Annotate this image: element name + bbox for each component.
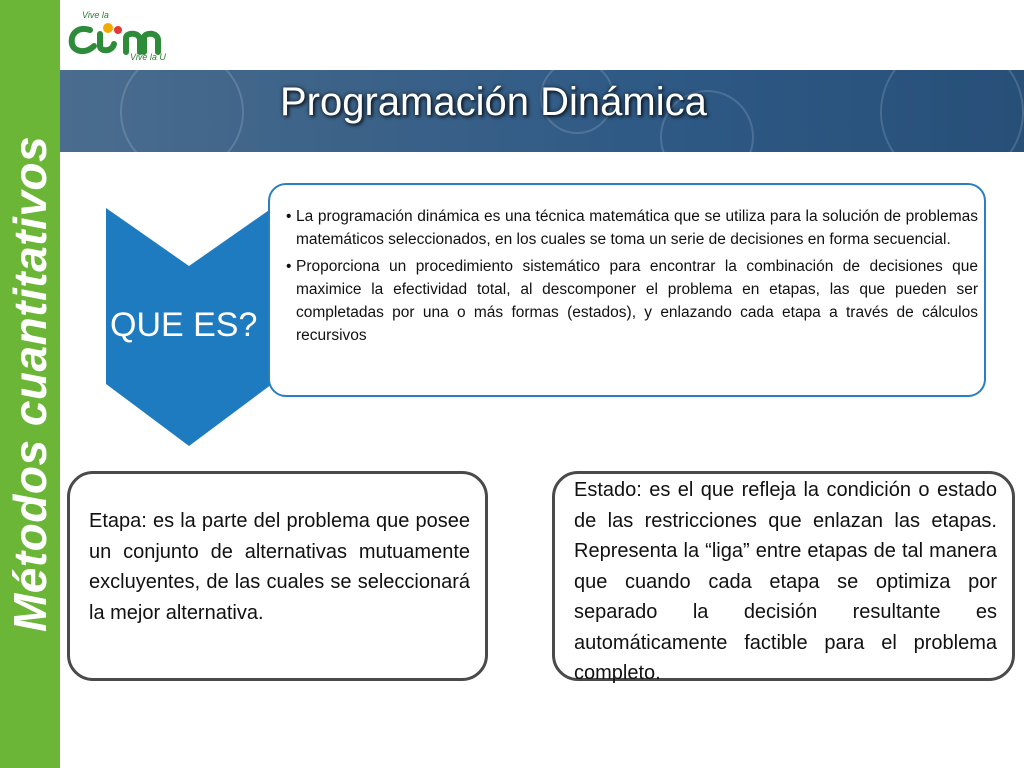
side-title: Métodos cuantitativos <box>4 135 56 633</box>
etapa-box <box>67 471 488 681</box>
definition-item <box>286 255 978 347</box>
estado-text: Estado: es el que refleja la condición o estado de las restricciones que enlazan las etapas. Representa la “liga” entre etapas de tal manera que cuando cada etapa se optimiza por separado la decisión resultante es automáticamente factible para el problema completo. <box>574 479 997 684</box>
definition-text: La programación dinámica es una técnica matemática que se utiliza para la solución de problemas matemáticos seleccionados, en los cuales se toma un serie de decisiones en forma secuencial. <box>296 208 978 248</box>
etapa-text: Etapa: es la parte del problema que posee un conjunto de alternativas mutuamente excluyentes, de las cuales se seleccionará la mejor alternativa. <box>89 510 470 624</box>
definition-item <box>286 205 978 251</box>
definition-text: Proporciona un procedimiento sistemático para encontrar la combinación de decisiones que maximice la efectividad total, al descomponer el problema en etapas, las que pueden ser completadas por una o más formas (estados), y enlazando cada etapa a través de cálculos recursivos <box>296 258 978 344</box>
page-title: Programación Dinámica <box>280 80 707 124</box>
definition-list <box>286 205 978 351</box>
header-banner <box>60 70 1024 152</box>
bullet-icon: • <box>286 208 292 225</box>
logo-tagline-top: Vive la <box>82 10 109 20</box>
side-band <box>0 0 60 768</box>
definition-box <box>268 183 986 397</box>
que-es-label: QUE ES? <box>110 306 258 344</box>
banner-decoration <box>880 70 1024 152</box>
cun-logo <box>68 8 178 66</box>
banner-decoration <box>120 70 244 152</box>
estado-box <box>552 471 1015 684</box>
logo-tagline-bottom: Vive la U <box>130 52 166 62</box>
bullet-icon: • <box>286 258 292 275</box>
